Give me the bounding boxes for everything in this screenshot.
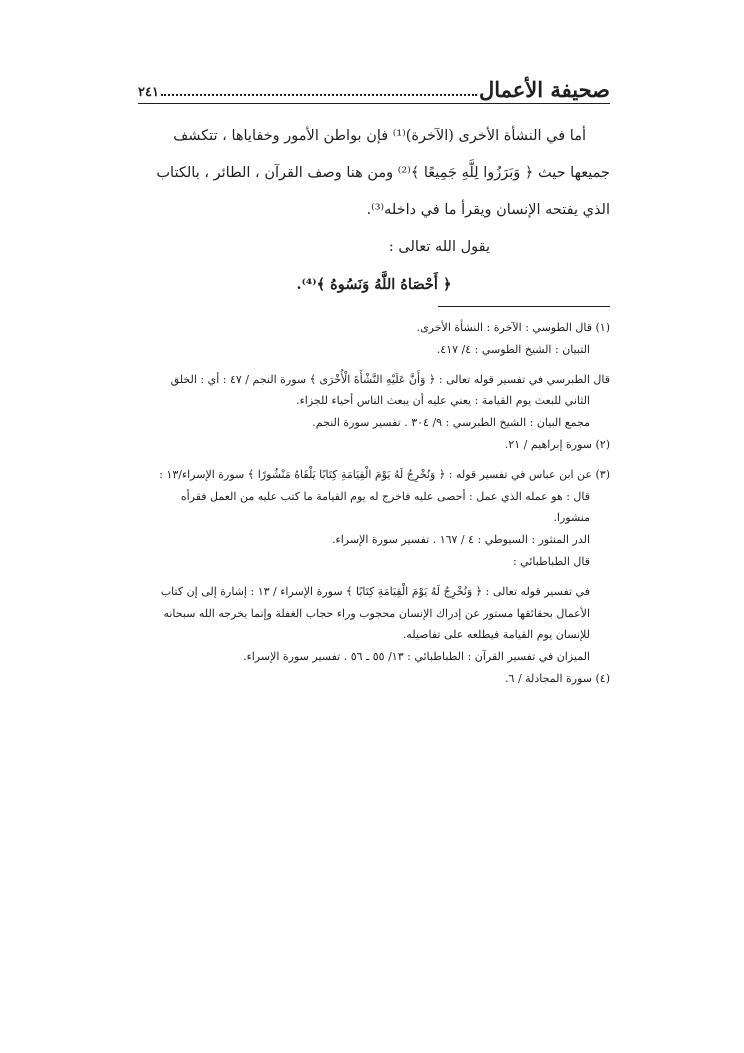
footnote-line: الأعمال بحقائقها مستور عن إدراك الإنسان محجوب وراء حجاب الغفلة وإنما يخرجه الله سبحانه bbox=[163, 606, 590, 620]
footnote-line: مجمع البيان : الشيخ الطبرسي : ٩/ ٣٠٤ . تفسير سورة النجم. bbox=[312, 416, 590, 430]
header-rule bbox=[138, 103, 610, 104]
footnote-line: الدر المنثور : السيوطي : ٤ / ١٦٧ . تفسير سورة الإسراء. bbox=[332, 533, 590, 547]
footnote-line: قال الطباطبائي : bbox=[512, 554, 590, 568]
body-line: يقول الله تعالى : bbox=[388, 239, 490, 255]
quran-verse: ﴿ أَحْصَاهُ اللَّهُ وَنَسُوهُ ﴾⁽⁴⁾. bbox=[296, 276, 452, 293]
running-header bbox=[138, 66, 610, 102]
body-line: أما في النشأة الأخرى (الآخرة)⁽¹⁾ فإن بواطن الأمور وخفاياها ، تتكشف bbox=[173, 128, 586, 144]
footnote-line: الثاني للبعث يوم القيامة : يعني عليه أن يبعث الناس أحياء للجزاء. bbox=[296, 394, 590, 408]
footnote-line: (١) قال الطوسي : الآخرة : النشأة الأخرى. bbox=[416, 321, 610, 334]
page-number: ٢٤١ bbox=[138, 85, 159, 100]
footnote-line: في تفسير قوله تعالى : ﴿ وَنُخْرِجُ لَهُ يَوْمَ الْقِيَامَةِ كِتَابًا ﴾ سورة الإسراء / ١٣ : إشارة إلى إن كتاب bbox=[160, 584, 590, 598]
footnote-line: للإنسان يوم القيامة فيطلعه على تفاصيله. bbox=[402, 628, 590, 642]
body-line: جميعها حيث ﴿ وَبَرَزُوا لِلَّهِ جَمِيعًا ﴾⁽²⁾ ومن هنا وصف القرآن ، الطائر ، بالكتاب bbox=[156, 165, 610, 181]
footnotes bbox=[138, 317, 610, 690]
footnote-line: (٢) سورة إبراهيم / ٢١. bbox=[504, 437, 610, 451]
footnote-line: (٣) عن ابن عباس في تفسير قوله : ﴿ وَنُخْرِجُ لَهُ يَوْمَ الْقِيَامَةِ كِتَابًا يَلْقَاهُ مَنْشُورًا ﴾ سورة الإسراء/١٣ : bbox=[159, 467, 610, 481]
body-line: الذي يفتحه الإنسان ويقرأ ما في داخله⁽³⁾. bbox=[366, 202, 610, 218]
footnote-line: منشورا. bbox=[553, 511, 590, 525]
footnote-line: الميزان في تفسير القرآن : الطباطبائي : ١٣/ ٥٥ ـ ٥٦ . تفسير سورة الإسراء. bbox=[243, 650, 590, 664]
header-leader-dots bbox=[161, 94, 477, 96]
footnote-line: قال الطبرسي في تفسير قوله تعالى : ﴿ وَأَنَّ عَلَيْهِ النَّشْأَةَ الْأُخْرَى ﴾ سورة النجم / ٤٧ : أي : الخلق bbox=[170, 372, 610, 386]
main-text bbox=[138, 118, 610, 303]
footnote-line: قال : هو عمله الذي عمل : أحصى عليه فاخرج له يوم القيامة ما كتب عليه من العمل فقرأه bbox=[180, 489, 590, 503]
footnote-line: التبيان : الشيخ الطوسي : ٤/ ٤١٧. bbox=[436, 342, 590, 356]
footnote-line: (٤) سورة المجادلة / ٦. bbox=[505, 671, 610, 685]
header-title: صحيفة الأعمال bbox=[478, 77, 610, 102]
footnote-separator bbox=[438, 306, 610, 307]
